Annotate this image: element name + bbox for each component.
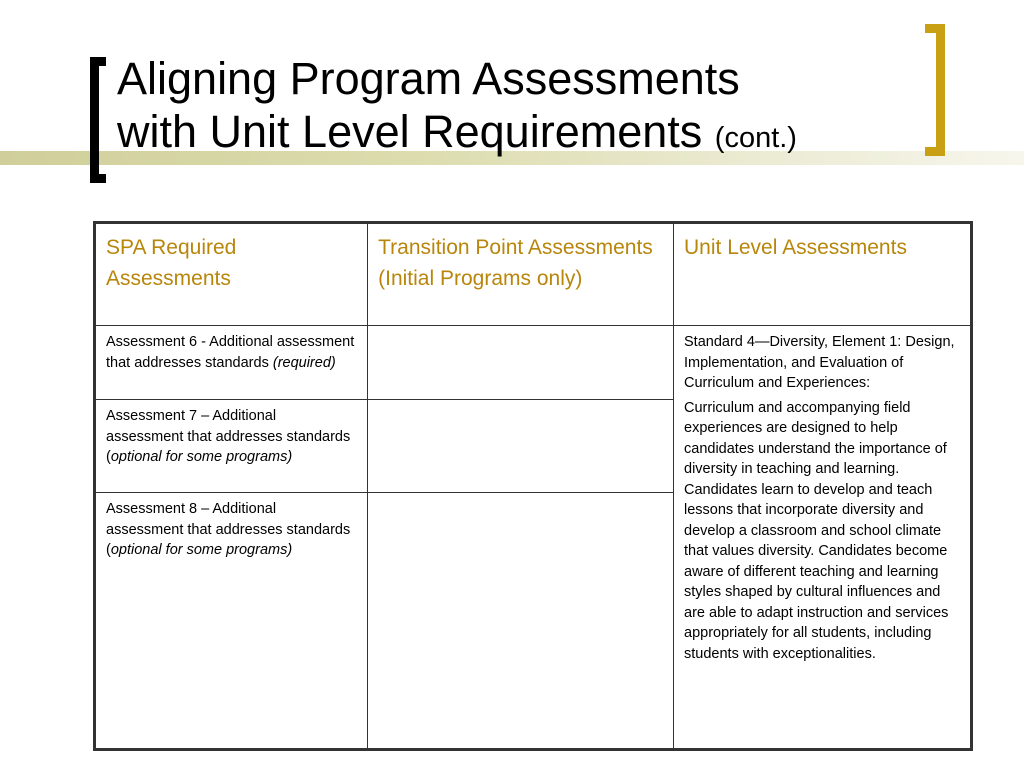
slide-title-line2-text: with Unit Level Requirements: [117, 106, 703, 157]
slide-title-line2: [117, 105, 907, 165]
slide-title: [117, 52, 907, 165]
transition-cell-assessment-7: [368, 400, 674, 493]
header-unit-level-label: Unit Level Assessments: [684, 236, 907, 259]
alignment-table: [93, 221, 973, 751]
spa-cell-text: Assessment 8 – Additional assessment that addresses standards (: [106, 501, 351, 558]
spa-cell-assessment-8: [95, 493, 368, 750]
right-bracket-decoration: [925, 24, 945, 156]
header-unit-level: [674, 223, 972, 326]
spa-cell-text: Assessment 6 - Additional assessment that addresses standards: [106, 334, 355, 371]
slide-title-line1: Aligning Program Assessments: [117, 53, 740, 104]
header-spa-required: [95, 223, 368, 326]
spa-cell-note: optional for some programs): [110, 449, 293, 465]
unit-level-cell: [674, 326, 972, 750]
header-transition-point: [368, 223, 674, 326]
header-spa-required-label: SPA Required Assessments: [106, 236, 237, 290]
unit-level-standard-body: Curriculum and accompanying field experiences are designed to help candidates understand the importance of diversity in teaching and learning. Candidates learn to develop and teach lessons that incorporate diversity and develop a classroom and school climate that values diversity. Candidates become aware of different teaching and learning styles shaped by cultural influences and are able to adapt instruction and services appropriately for all students, including students with exceptionalities.: [684, 399, 949, 662]
table-row: [95, 326, 972, 400]
slide-title-suffix: (cont.): [714, 122, 797, 154]
left-bracket-decoration: [90, 57, 106, 183]
table-header-row: [95, 223, 972, 326]
spa-cell-note: optional for some programs): [110, 542, 293, 558]
transition-cell-assessment-8: [368, 493, 674, 750]
spa-cell-note: (required): [272, 354, 336, 371]
spa-cell-assessment-6: [95, 326, 368, 400]
header-transition-point-label: Transition Point Assessments: [378, 236, 653, 259]
unit-level-standard-heading: Standard 4—Diversity, Element 1: Design, Implementation, and Evaluation of Curriculum and Experiences:: [684, 334, 955, 391]
spa-cell-assessment-7: [95, 400, 368, 493]
spa-cell-text: Assessment 7 – Additional assessment that addresses standards (: [106, 408, 351, 465]
transition-cell-assessment-6: [368, 326, 674, 400]
header-transition-point-note: (Initial Programs only): [378, 267, 583, 290]
